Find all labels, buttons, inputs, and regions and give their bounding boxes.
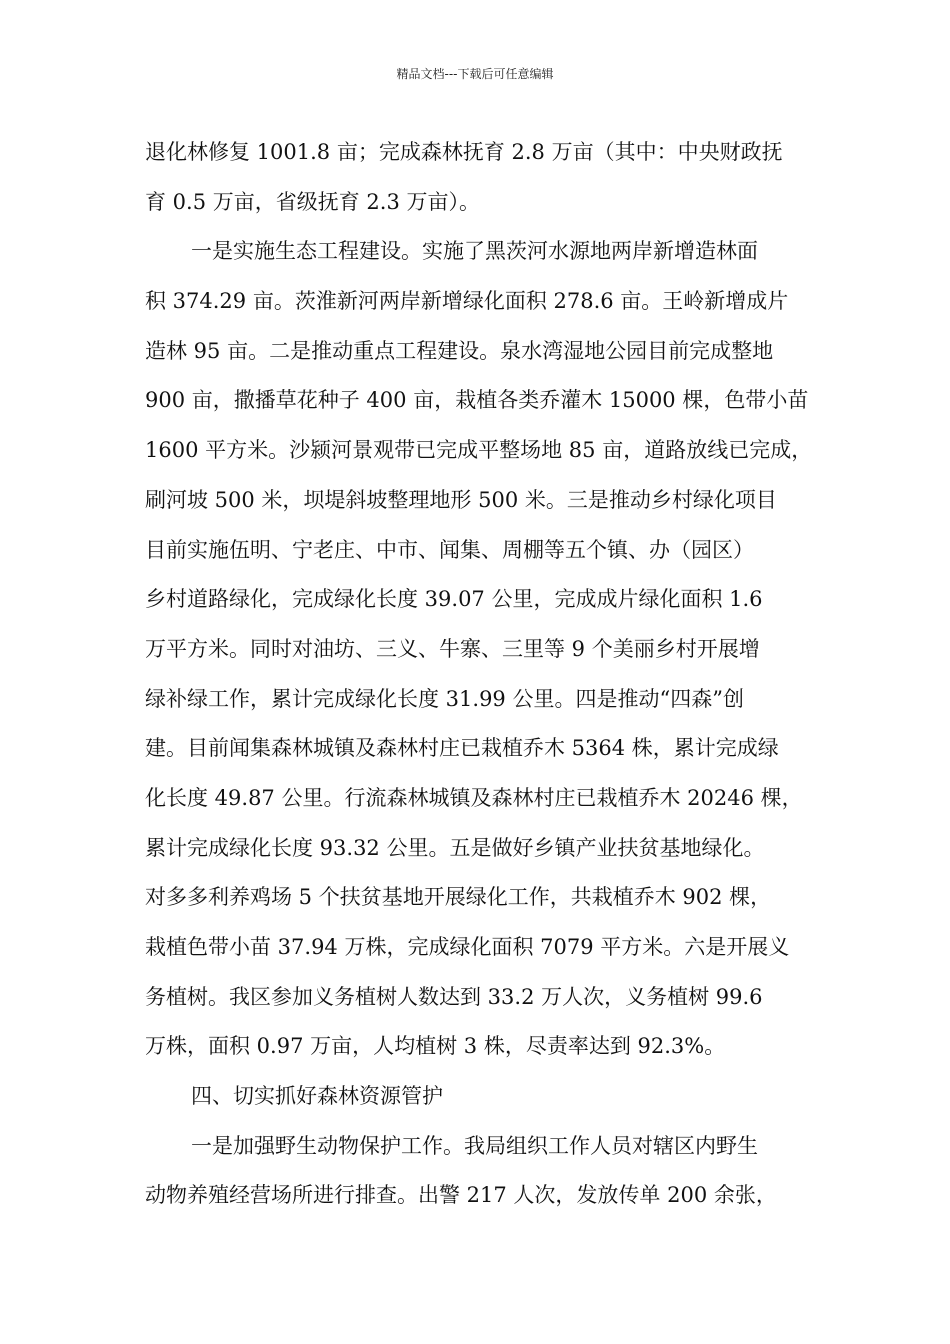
text-line: 1600 平方米。沙颍河景观带已完成平整场地 85 亩，道路放线已完成， [145, 438, 813, 463]
text-line: 务植树。我区参加义务植树人数达到 33.2 万人次，义务植树 99.6 [145, 984, 763, 1009]
text-line: 绿补绿工作，累计完成绿化长度 31.99 公里。四是推动“四森”创 [145, 686, 744, 711]
document-body [145, 128, 817, 1221]
section-heading: 四、切实抓好森林资源管护 [191, 1084, 443, 1109]
text-line: 动物养殖经营场所进行排查。出警 217 人次，发放传单 200 余张， [145, 1183, 777, 1208]
text-line: 育 0.5 万亩，省级抚育 2.3 万亩）。 [145, 189, 480, 214]
text-line: 造林 95 亩。二是推动重点工程建设。泉水湾湿地公园目前完成整地 [145, 338, 774, 363]
text-line: 积 374.29 亩。茨淮新河两岸新增绿化面积 278.6 亩。王岭新增成片 [145, 289, 789, 314]
page-header: 精品文档---下载后可任意编辑 [396, 67, 554, 81]
text-line: 建。目前闻集森林城镇及森林村庄已栽植乔木 5364 株，累计完成绿 [145, 736, 779, 761]
text-line: 化长度 49.87 公里。行流森林城镇及森林村庄已栽植乔木 20246 棵， [145, 785, 803, 810]
text-line: 目前实施伍明、宁老庄、中市、闻集、周棚等五个镇、办（园区） [145, 537, 754, 562]
paragraph-start-line: 一是实施生态工程建设。实施了黑茨河水源地两岸新增造林面 [191, 239, 758, 264]
paragraph-start-line: 一是加强野生动物保护工作。我局组织工作人员对辖区内野生 [191, 1133, 758, 1158]
text-line: 对多多利养鸡场 5 个扶贫基地开展绿化工作，共栽植乔木 902 棵， [145, 885, 772, 910]
text-line: 900 亩，撒播草花种子 400 亩，栽植各类乔灌木 15000 棵，色带小苗 [145, 388, 809, 413]
text-line: 乡村道路绿化，完成绿化长度 39.07 公里，完成成片绿化面积 1.6 [145, 587, 763, 612]
text-line: 万平方米。同时对油坊、三义、牛寨、三里等 9 个美丽乡村开展增 [145, 636, 760, 661]
text-line: 栽植色带小苗 37.94 万株，完成绿化面积 7079 平方米。六是开展义 [145, 935, 790, 959]
text-line: 退化林修复 1001.8 亩；完成森林抚育 2.8 万亩（其中：中央财政抚 [145, 140, 783, 164]
text-line: 累计完成绿化长度 93.32 公里。五是做好乡镇产业扶贫基地绿化。 [145, 835, 765, 860]
text-line: 刷河坡 500 米，坝堤斜坡整理地形 500 米。三是推动乡村绿化项目 [145, 487, 777, 512]
text-line: 万株，面积 0.97 万亩，人均植树 3 株，尽责率达到 92.3%。 [145, 1034, 726, 1059]
